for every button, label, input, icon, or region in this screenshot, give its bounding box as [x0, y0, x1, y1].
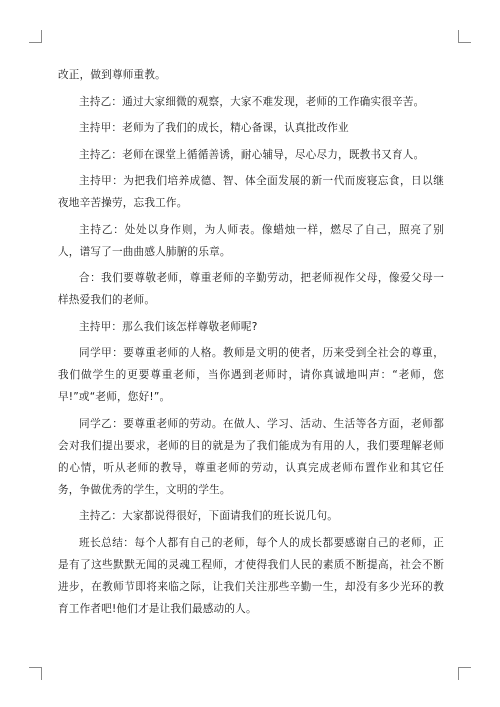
paragraph: 同学乙：要尊重老师的劳动。在做人、学习、活动、生活等各方面，老师都会对我们提出要求，老师的目的就是为了我们能成为有用的人，我们要理解老师的心情，听从老师的教导，尊重老师的劳动，认真完成老师布置作业和其它任务，争做优秀的学生，文明的学生。	[58, 417, 444, 496]
crop-mark-bottom-left	[29, 667, 42, 680]
crop-mark-top-left	[29, 30, 42, 43]
paragraph: 同学甲：要尊重老师的人格。教师是文明的使者，历来受到全社会的尊重，我们做学生的更要尊重老师，当你遇到老师时，请你真诚地叫声：“老师，您早!”或“老师，您好!”。	[58, 347, 444, 403]
paragraph: 主持乙：大家都说得很好，下面请我们的班长说几句。	[79, 510, 339, 522]
crop-mark-bottom-right	[458, 667, 471, 680]
paragraph: 主持甲：那么我们该怎样尊敬老师呢?	[79, 320, 258, 333]
paragraph: 主持乙：处处以身作则，为人师表。像蜡烛一样，燃尽了自己，照亮了别人，谱写了一曲曲感人肺腑的乐章。	[58, 223, 444, 258]
paragraph: 合：我们要尊敬老师，尊重老师的辛勤劳动，把老师视作父母，像爱父母一样热爱我们的老师。	[58, 272, 444, 306]
paragraph: 主持甲：为把我们培养成德、智、体全面发展的新一代而废寝忘食，日以继夜地辛苦操劳，忘我工作。	[58, 175, 444, 209]
paragraph: 主持乙：通过大家细微的观察，大家不难发现，老师的工作确实很辛苦。	[79, 95, 425, 108]
paragraph: 主持甲：老师为了我们的成长，精心备课，认真批改作业	[79, 122, 349, 134]
document-body	[58, 64, 444, 624]
crop-mark-top-right	[458, 30, 471, 43]
paragraph: 改正，做到尊师重教。	[58, 69, 166, 81]
paragraph: 班长总结：每个人都有自己的老师，每个人的成长都要感谢自己的老师，正是有了这些默默无闻的灵魂工程师，才使得我们人民的素质不断提高，社会不断进步，在教师节即将来临之际，让我们关注那些辛勤一生，却没有多少光环的教育工作者吧!他们才是让我们最感动的人。	[58, 536, 444, 615]
paragraph: 主持乙：老师在课堂上循循善诱，耐心辅导，尽心尽力，既教书又育人。	[79, 148, 425, 161]
